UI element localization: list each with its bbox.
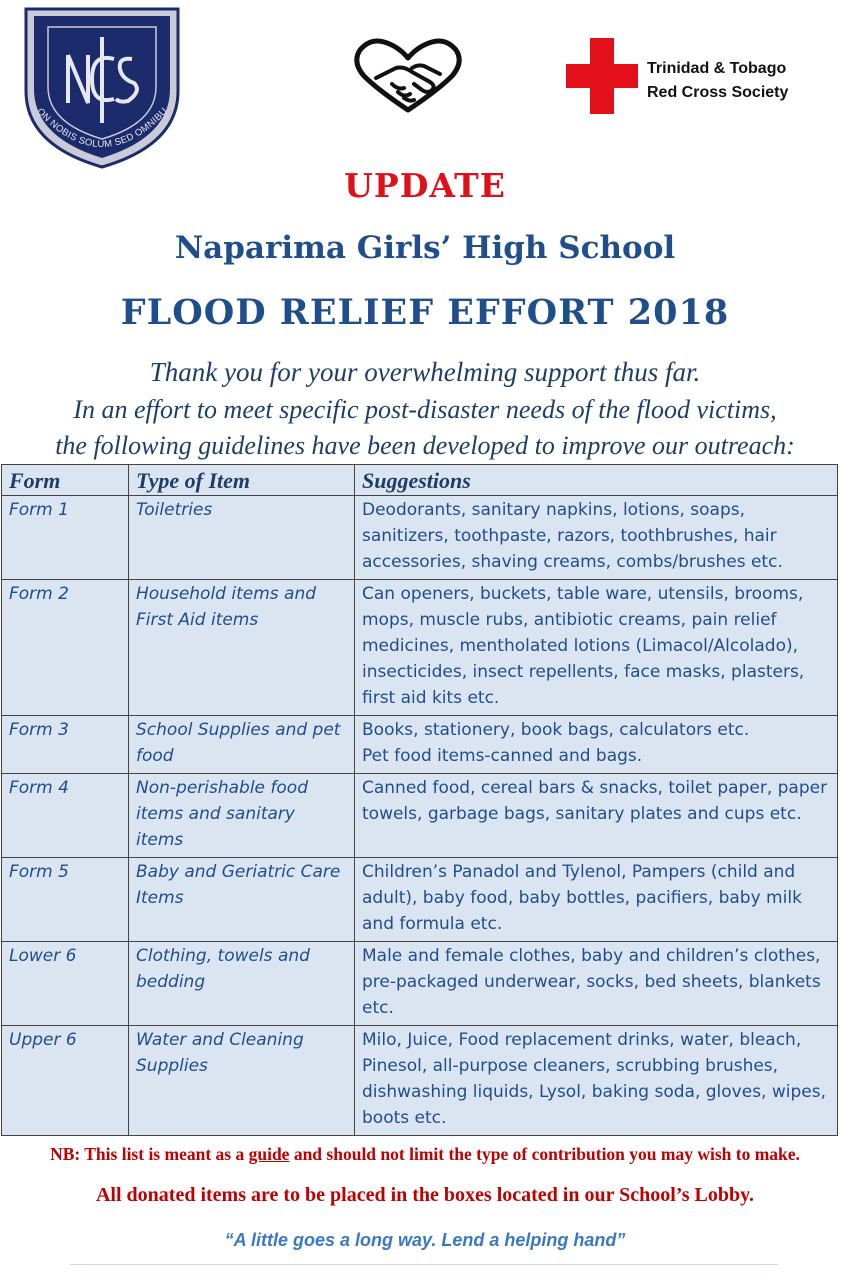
- type-cell: School Supplies and pet food: [129, 716, 355, 774]
- suggestions-line: Books, stationery, book bags, calculators etc.: [362, 720, 750, 740]
- table-row: [2, 942, 838, 1026]
- header-form: Form: [2, 465, 129, 496]
- type-cell: Toiletries: [129, 496, 355, 580]
- form-cell: Form 5: [2, 858, 129, 942]
- nb-prefix: NB: This list is meant as a: [50, 1144, 249, 1164]
- nb-suffix: and should not limit the type of contribution you may wish to make.: [289, 1144, 800, 1164]
- header-suggestions: Suggestions: [355, 465, 838, 496]
- header-type-of-item: Type of Item: [129, 465, 355, 496]
- suggestions-cell: [355, 716, 838, 774]
- intro-line-3: the following guidelines have been developed to improve our outreach:: [55, 431, 795, 460]
- update-heading: UPDATE: [344, 166, 506, 205]
- suggestions-line: Pet food items-canned and bags.: [362, 746, 643, 766]
- suggestions-cell: Canned food, cereal bars & snacks, toilet paper, paper towels, garbage bags, sanitary plates and cups etc.: [355, 774, 838, 858]
- table-row: [2, 580, 838, 716]
- suggestions-cell: Can openers, buckets, table ware, utensils, brooms, mops, muscle rubs, antibiotic creams, pain relief medicines, mentholated lotions (Limacol/Alcolado), insecticides, insect repellents, face masks, plasters, first aid kits etc.: [355, 580, 838, 716]
- suggestions-cell: Male and female clothes, baby and children’s clothes, pre-packaged underwear, socks, bed sheets, blankets etc.: [355, 942, 838, 1026]
- form-cell: Upper 6: [2, 1026, 129, 1136]
- type-cell: Clothing, towels and bedding: [129, 942, 355, 1026]
- form-cell: Form 3: [2, 716, 129, 774]
- crest-motto: ON NOBIS SOLUM SED OMNIBU: [34, 105, 170, 151]
- intro-line-2: In an effort to meet specific post-disaster needs of the flood victims,: [73, 395, 777, 424]
- suggestions-cell: Deodorants, sanitary napkins, lotions, soaps, sanitizers, toothpaste, razors, toothbrushes, hair accessories, shaving creams, combs/brushes etc.: [355, 496, 838, 580]
- table-row: [2, 1026, 838, 1136]
- red-cross-name: [647, 57, 788, 105]
- flood-relief-title: FLOOD RELIEF EFFORT 2018: [120, 292, 730, 333]
- footer-divider: [70, 1264, 778, 1265]
- red-cross-line2: Red Cross Society: [647, 84, 789, 101]
- table-row: [2, 858, 838, 942]
- table-row: [2, 496, 838, 580]
- type-cell: Baby and Geriatric Care Items: [129, 858, 355, 942]
- nb-guide-word: guide: [248, 1144, 290, 1164]
- intro-line-1: Thank you for your overwhelming support thus far.: [149, 357, 701, 387]
- closing-quote: “A little goes a long way. Lend a helping hand”: [224, 1230, 626, 1250]
- form-cell: Form 4: [2, 774, 129, 858]
- form-cell: Form 1: [2, 496, 129, 580]
- type-cell: Water and Cleaning Supplies: [129, 1026, 355, 1136]
- red-cross-icon: [566, 38, 638, 114]
- form-cell: Lower 6: [2, 942, 129, 1026]
- red-cross-line1: Trinidad & Tobago: [647, 60, 787, 77]
- heart-handshake-icon: [352, 38, 464, 114]
- suggestions-cell: Milo, Juice, Food replacement drinks, water, bleach, Pinesol, all-purpose cleaners, scrubbing brushes, dishwashing liquids, Lysol, baking soda, gloves, wipes, boots etc.: [355, 1026, 838, 1136]
- school-name: Naparima Girls’ High School: [174, 230, 676, 266]
- type-cell: Household items and First Aid items: [129, 580, 355, 716]
- table-row: [2, 716, 838, 774]
- suggestions-cell: Children’s Panadol and Tylenol, Pampers (child and adult), baby food, baby bottles, pacifiers, baby milk and formula etc.: [355, 858, 838, 942]
- type-cell: Non-perishable food items and sanitary items: [129, 774, 355, 858]
- nb-note: [0, 1144, 850, 1165]
- form-cell: Form 2: [2, 580, 129, 716]
- table-header-row: [2, 465, 838, 496]
- lobby-instruction: All donated items are to be placed in the boxes located in our School’s Lobby.: [95, 1184, 754, 1206]
- table-row: [2, 774, 838, 858]
- school-crest-logo: [22, 5, 182, 170]
- donation-guidelines-table: [1, 464, 838, 1136]
